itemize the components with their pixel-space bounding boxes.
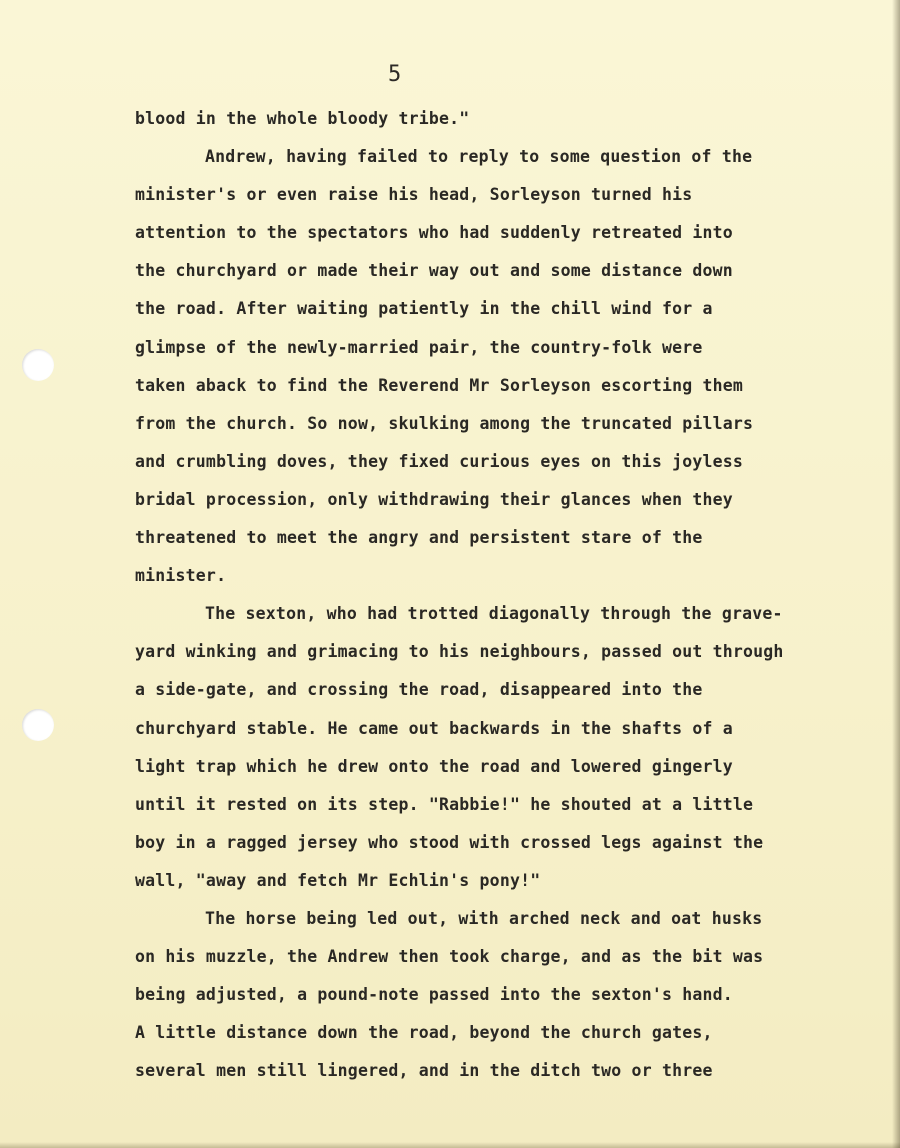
text-line: minister.	[135, 566, 227, 586]
text-line: boy in a ragged jersey who stood with crossed legs against the	[135, 832, 764, 852]
text-line: The sexton, who had trotted diagonally through the grave-	[205, 604, 783, 624]
text-line: from the church. So now, skulking among the truncated pillars	[135, 413, 754, 433]
punch-hole	[22, 709, 54, 741]
text-line: threatened to meet the angry and persistent stare of the	[135, 528, 703, 548]
text-line: on his muzzle, the Andrew then took charge, and as the bit was	[135, 947, 764, 967]
text-line: churchyard stable. He came out backwards in the shafts of a	[135, 718, 733, 738]
paper-edge-shadow	[892, 0, 900, 1148]
punch-hole	[22, 349, 54, 381]
text-line: and crumbling doves, they fixed curious eyes on this joyless	[135, 451, 744, 471]
text-line: being adjusted, a pound-note passed into the sexton's hand.	[135, 985, 733, 1005]
text-line: Andrew, having failed to reply to some question of the	[205, 147, 753, 167]
text-line: A little distance down the road, beyond the church gates,	[135, 1023, 713, 1043]
text-line: bridal procession, only withdrawing their glances when they	[135, 489, 733, 509]
text-line: wall, "away and fetch Mr Echlin's pony!"	[135, 870, 541, 890]
text-line: the road. After waiting patiently in the chill wind for a	[135, 299, 713, 319]
text-line: minister's or even raise his head, Sorleyson turned his	[135, 185, 693, 205]
text-line: attention to the spectators who had suddenly retreated into	[135, 223, 733, 243]
text-line: the churchyard or made their way out and some distance down	[135, 261, 733, 281]
text-line: yard winking and grimacing to his neighbours, passed out through	[135, 642, 784, 662]
body-text	[135, 100, 880, 1090]
paper-bottom-shadow	[0, 1142, 900, 1148]
text-line: light trap which he drew onto the road and lowered gingerly	[135, 756, 733, 776]
text-line: blood in the whole bloody tribe."	[135, 109, 470, 128]
text-line: several men still lingered, and in the ditch two or three	[135, 1061, 713, 1081]
page-number: 5	[388, 62, 402, 87]
text-line: a side-gate, and crossing the road, disappeared into the	[135, 680, 703, 700]
text-line: until it rested on its step. "Rabbie!" he shouted at a little	[135, 794, 754, 814]
text-line: glimpse of the newly-married pair, the country-folk were	[135, 337, 703, 357]
text-line: The horse being led out, with arched neck and oat husks	[205, 908, 763, 928]
text-line: taken aback to find the Reverend Mr Sorleyson escorting them	[135, 375, 744, 395]
